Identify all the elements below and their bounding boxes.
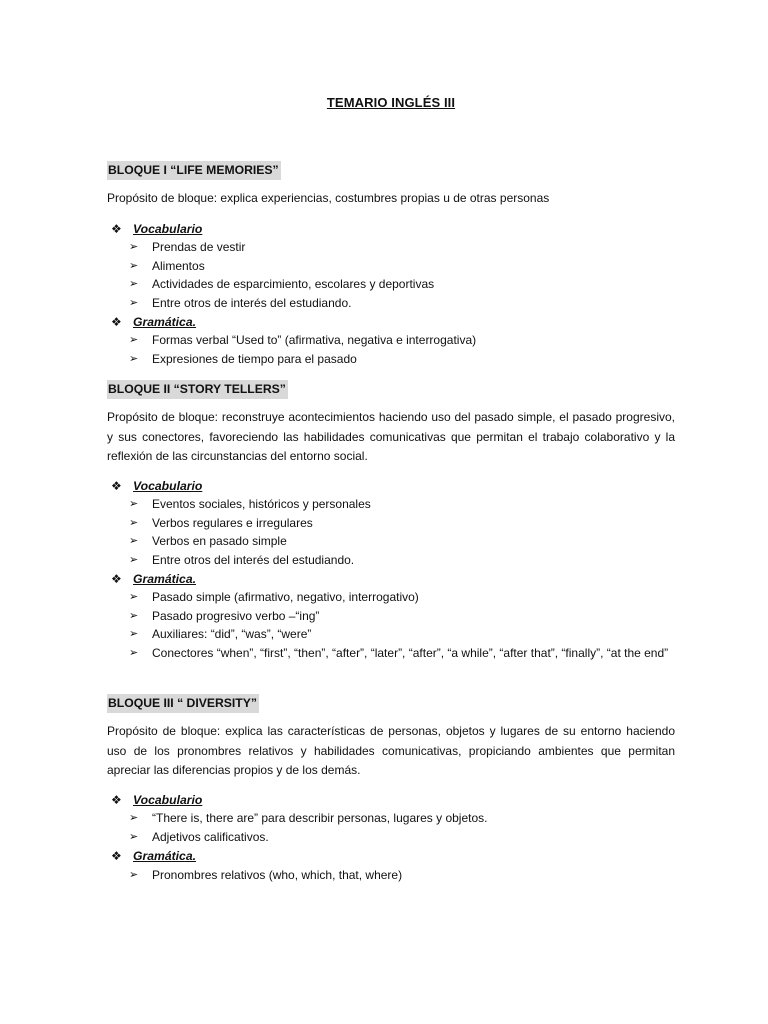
arrow-bullet-icon: ➢ [129, 553, 139, 566]
arrow-bullet-icon: ➢ [129, 609, 139, 622]
vocabulary-label: Vocabulario [133, 222, 203, 236]
list-item: ➢ Prendas de vestir [107, 238, 675, 257]
list-item: ➢ Auxiliares: “did”, “was”, “were” [107, 625, 675, 644]
block-3-vocabulary-heading [107, 791, 202, 809]
block-2-grammar-list [107, 588, 675, 662]
list-item: ➢ Entre otros del interés del estudiando. [107, 551, 675, 570]
block-1-vocabulary-list [107, 238, 675, 312]
block-1-grammar-heading [107, 313, 196, 331]
diamond-bullet-icon: ❖ [111, 849, 122, 863]
list-item: ➢ Verbos en pasado simple [107, 532, 675, 551]
vocabulary-label: Vocabulario [133, 793, 203, 807]
arrow-bullet-icon: ➢ [129, 830, 139, 843]
diamond-bullet-icon: ❖ [111, 479, 122, 493]
list-item: ➢ Alimentos [107, 257, 675, 276]
block-3-vocabulary-list [107, 809, 675, 846]
block-1-vocabulary-heading [107, 220, 202, 238]
list-item: ➢ Conectores “when”, “first”, “then”, “after”, “later”, “after”, “a while”, “after that”, “finally”, “at the end” [107, 644, 675, 663]
list-item: ➢ Eventos sociales, históricos y personales [107, 495, 675, 514]
arrow-bullet-icon: ➢ [129, 535, 139, 548]
page-title: TEMARIO INGLÉS III [326, 95, 456, 110]
arrow-bullet-icon: ➢ [129, 278, 139, 291]
list-item: ➢ Formas verbal “Used to” (afirmativa, negativa e interrogativa) [107, 331, 675, 350]
list-item: ➢ Entre otros de interés del estudiando. [107, 294, 675, 313]
block-2-grammar-heading [107, 570, 196, 588]
list-item: ➢ “There is, there are” para describir personas, lugares y objetos. [107, 809, 675, 828]
document-page [107, 0, 675, 1024]
arrow-bullet-icon: ➢ [129, 812, 139, 824]
grammar-label: Gramática. [133, 849, 197, 863]
list-item: ➢ Expresiones de tiempo para el pasado [107, 350, 675, 369]
diamond-bullet-icon: ❖ [111, 572, 122, 586]
list-item: ➢ Pronombres relativos (who, which, that, where) [107, 866, 675, 885]
block-3-heading: BLOQUE III “ DIVERSITY” [107, 694, 259, 713]
arrow-bullet-icon: ➢ [129, 241, 139, 253]
arrow-bullet-icon: ➢ [129, 591, 139, 603]
block-2-vocabulary-list [107, 495, 675, 569]
arrow-bullet-icon: ➢ [129, 628, 139, 641]
grammar-label: Gramática. [133, 572, 197, 586]
arrow-bullet-icon: ➢ [129, 352, 139, 365]
diamond-bullet-icon: ❖ [111, 222, 122, 236]
block-3-grammar-heading [107, 847, 196, 865]
arrow-bullet-icon: ➢ [129, 869, 139, 881]
diamond-bullet-icon: ❖ [111, 315, 122, 329]
block-2-purpose: Propósito de bloque: reconstruye acontecimientos haciendo uso del pasado simple, el pasado progresivo, y sus conectores, favoreciendo las habilidades comunicativas que permitan el trabajo colaborativo y la reflexión de las circunstancias del entorno social. [107, 410, 675, 463]
arrow-bullet-icon: ➢ [129, 516, 139, 529]
arrow-bullet-icon: ➢ [129, 646, 139, 659]
block-3-grammar-list [107, 866, 675, 885]
arrow-bullet-icon: ➢ [129, 259, 139, 272]
block-1-heading: BLOQUE I “LIFE MEMORIES” [107, 161, 281, 180]
block-3-purpose: Propósito de bloque: explica las características de personas, objetos y lugares de su entorno haciendo uso de los pronombres relativos y habilidades comunicativas, propiciando ambientes que permitan apreciar las diferencias propios y de los demás. [107, 724, 675, 777]
block-1-purpose: Propósito de bloque: explica experiencias, costumbres propias u de otras personas [107, 191, 550, 205]
list-item: ➢ Adjetivos calificativos. [107, 828, 675, 847]
list-item: ➢ Actividades de esparcimiento, escolares y deportivas [107, 275, 675, 294]
grammar-label: Gramática. [133, 315, 197, 329]
arrow-bullet-icon: ➢ [129, 334, 139, 346]
block-2-heading: BLOQUE II “STORY TELLERS” [107, 380, 288, 399]
arrow-bullet-icon: ➢ [129, 296, 139, 309]
list-item: ➢ Verbos regulares e irregulares [107, 514, 675, 533]
block-2-vocabulary-heading [107, 477, 202, 495]
arrow-bullet-icon: ➢ [129, 498, 139, 510]
vocabulary-label: Vocabulario [133, 479, 203, 493]
list-item: ➢ Pasado progresivo verbo –“ing” [107, 607, 675, 626]
list-item: ➢ Pasado simple (afirmativo, negativo, interrogativo) [107, 588, 675, 607]
diamond-bullet-icon: ❖ [111, 793, 122, 807]
block-1-grammar-list [107, 331, 675, 368]
